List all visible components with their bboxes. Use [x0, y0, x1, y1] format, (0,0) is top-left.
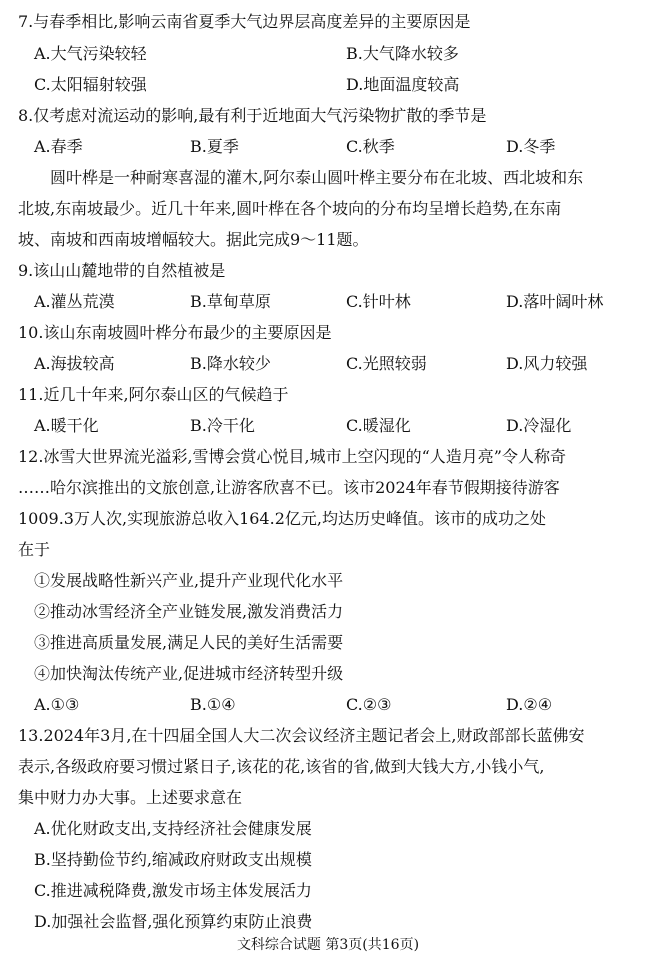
q11-stem: 11.近几十年来,阿尔泰山区的气候趋于	[18, 385, 289, 404]
passage-line-2: 北坡,东南坡最少。近几十年来,圆叶桦在各个坡向的分布均呈增长趋势,在东南	[18, 199, 562, 218]
q9-option-a: A.灌丛荒漠	[34, 292, 115, 311]
q7-stem: 7.与春季相比,影响云南省夏季大气边界层高度差异的主要原因是	[18, 12, 471, 31]
q10-option-b: B.降水较少	[190, 354, 271, 373]
q11-option-a: A.暖干化	[34, 416, 99, 435]
q7-option-d: D.地面温度较高	[346, 75, 460, 94]
q13-option-b: B.坚持勤俭节约,缩减政府财政支出规模	[34, 850, 312, 869]
q12-stem-line-3: 1009.3万人次,实现旅游总收入164.2亿元,均达历史峰值。该市的成功之处	[18, 509, 546, 528]
q12-option-c: C.②③	[346, 695, 392, 714]
q7-option-c: C.太阳辐射较强	[34, 75, 147, 94]
q12-item-2: ②推动冰雪经济全产业链发展,激发消费活力	[34, 602, 344, 621]
q8-option-d: D.冬季	[506, 137, 556, 156]
q11-option-d: D.冷湿化	[506, 416, 572, 435]
q12-stem-line-1: 12.冰雪大世界流光溢彩,雪博会赏心悦目,城市上空闪现的“人造月亮”令人称奇	[18, 447, 566, 466]
q8-option-c: C.秋季	[346, 137, 395, 156]
q10-option-a: A.海拔较高	[34, 354, 115, 373]
q12-stem-line-4: 在于	[18, 540, 51, 559]
q10-option-c: C.光照较弱	[346, 354, 427, 373]
q13-stem-line-3: 集中财力办大事。上述要求意在	[18, 788, 243, 807]
q7-option-b: B.大气降水较多	[346, 44, 459, 63]
q9-stem: 9.该山山麓地带的自然植被是	[18, 261, 226, 280]
q8-stem: 8.仅考虑对流运动的影响,最有利于近地面大气污染物扩散的季节是	[18, 106, 487, 125]
q12-option-b: B.①④	[190, 695, 236, 714]
q12-item-1: ①发展战略性新兴产业,提升产业现代化水平	[34, 571, 344, 590]
q13-option-a: A.优化财政支出,支持经济社会健康发展	[34, 819, 312, 838]
q7-option-a: A.大气污染较轻	[34, 44, 147, 63]
q13-stem-line-1: 13.2024年3月,在十四届全国人大二次会议经济主题记者会上,财政部部长蓝佛安	[18, 726, 585, 745]
q11-option-b: B.冷干化	[190, 416, 255, 435]
q12-stem-line-2: ……哈尔滨推出的文旅创意,让游客欣喜不已。该市2024年春节假期接待游客	[18, 478, 560, 497]
q10-stem: 10.该山东南坡圆叶桦分布最少的主要原因是	[18, 323, 332, 342]
passage-line-1: 圆叶桦是一种耐寒喜湿的灌木,阿尔泰山圆叶桦主要分布在北坡、西北坡和东	[50, 168, 584, 187]
q12-item-3: ③推进高质量发展,满足人民的美好生活需要	[34, 633, 344, 652]
q9-option-d: D.落叶阔叶林	[506, 292, 604, 311]
q11-option-c: C.暖湿化	[346, 416, 411, 435]
q12-item-4: ④加快淘汰传统产业,促进城市经济转型升级	[34, 664, 344, 683]
q9-option-c: C.针叶林	[346, 292, 411, 311]
q8-option-b: B.夏季	[190, 137, 239, 156]
page-footer: 文科综合试题 第3页(共16页)	[236, 937, 420, 953]
passage-line-3: 坡、南坡和西南坡增幅较大。据此完成9～11题。	[18, 230, 369, 249]
q8-option-a: A.春季	[34, 137, 83, 156]
q9-option-b: B.草甸草原	[190, 292, 271, 311]
q13-stem-line-2: 表示,各级政府要习惯过紧日子,该花的花,该省的省,做到大钱大方,小钱小气,	[18, 757, 545, 776]
q13-option-c: C.推进减税降费,激发市场主体发展活力	[34, 881, 312, 900]
q12-option-a: A.①③	[34, 695, 80, 714]
q10-option-d: D.风力较强	[506, 354, 588, 373]
q13-option-d: D.加强社会监督,强化预算约束防止浪费	[34, 912, 313, 931]
q12-option-d: D.②④	[506, 695, 553, 714]
